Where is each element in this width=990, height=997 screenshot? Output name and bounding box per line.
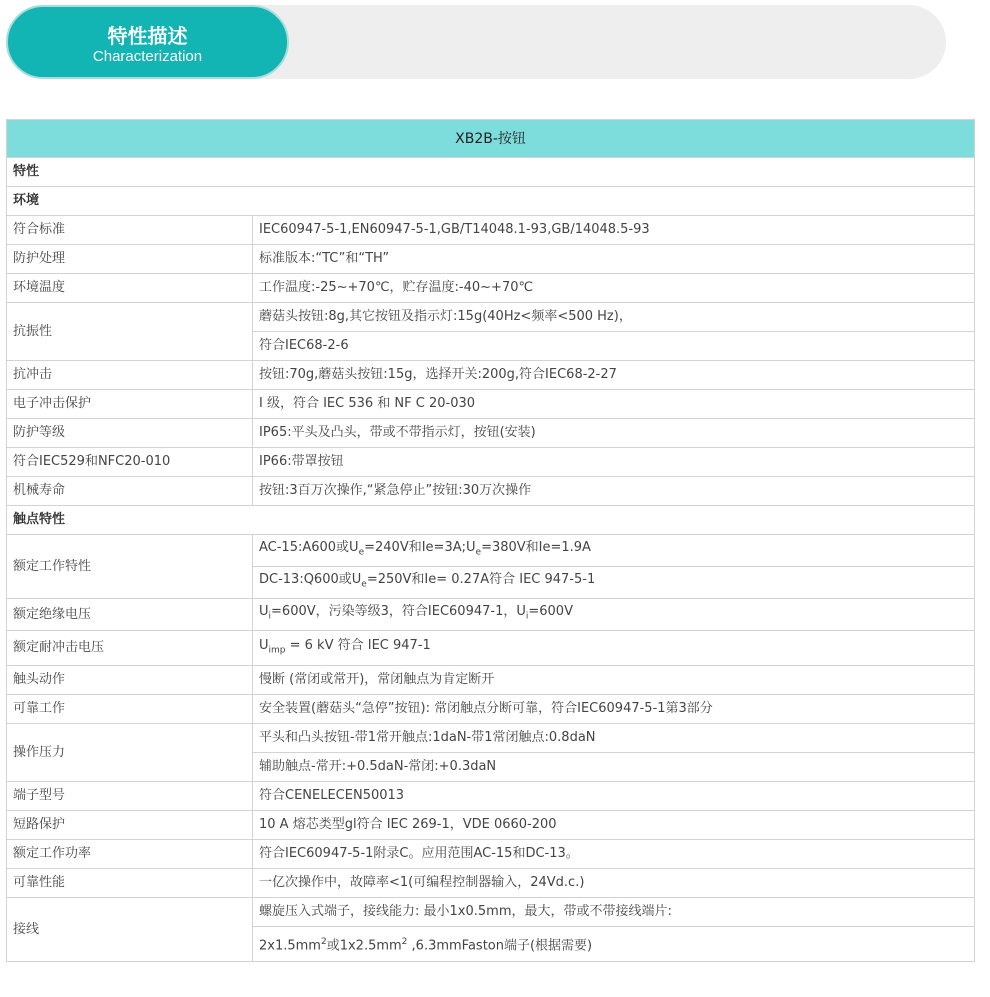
row-label: 短路保护 bbox=[7, 811, 253, 840]
section-label: 触点特性 bbox=[7, 506, 975, 535]
row-value: 蘑菇头按钮:8g,其它按钮及指示灯:15g(40Hz<频率<500 Hz)， bbox=[253, 303, 975, 332]
table-row bbox=[7, 695, 975, 724]
row-label: 触头动作 bbox=[7, 666, 253, 695]
row-value: 螺旋压入式端子，接线能力: 最小1x0.5mm，最大，带或不带接线端片: bbox=[253, 898, 975, 927]
section-label: 特性 bbox=[7, 158, 975, 187]
row-value: 一亿次操作中，故障率<1(可编程控制器输入，24Vd.c.) bbox=[253, 869, 975, 898]
row-label: 可靠工作 bbox=[7, 695, 253, 724]
row-value: 10 A 熔芯类型gl符合 IEC 269-1，VDE 0660-200 bbox=[253, 811, 975, 840]
table-row bbox=[7, 666, 975, 695]
table-title-row bbox=[7, 120, 975, 158]
row-label: 额定工作特性 bbox=[7, 535, 253, 599]
spec-table bbox=[6, 119, 975, 962]
section-row-features bbox=[7, 158, 975, 187]
row-label: 环境温度 bbox=[7, 274, 253, 303]
row-value: $U_{imp} = 6$ kV 符合 IEC 947-1 bbox=[253, 631, 975, 666]
row-label: 额定工作功率 bbox=[7, 840, 253, 869]
row-value: $U_i=600V$，污染等级3，符合IEC60947-1，$U_i=600V$ bbox=[253, 599, 975, 631]
row-label: 额定耐冲击电压 bbox=[7, 631, 253, 666]
row-value: 工作温度:-25~+70℃，贮存温度:-40~+70℃ bbox=[253, 274, 975, 303]
row-value: 平头和凸头按钮-带1常开触点:1daN-带1常闭触点:0.8daN bbox=[253, 724, 975, 753]
row-label: 操作压力 bbox=[7, 724, 253, 782]
row-label: 符合标准 bbox=[7, 216, 253, 245]
row-value: 符合IEC60947-5-1附录C。应用范围AC-15和DC-13。 bbox=[253, 840, 975, 869]
section-header-pill bbox=[6, 5, 289, 79]
table-row bbox=[7, 419, 975, 448]
row-value: 安全装置(蘑菇头“急停”按钮): 常闭触点分断可靠，符合IEC60947-5-1第3部分 bbox=[253, 695, 975, 724]
row-value-dc: DC-13:Q600或$U_e=250V$和Ie= 0.27A符合 IEC 947-5-1 bbox=[253, 567, 975, 599]
table-row bbox=[7, 303, 975, 332]
section-subtitle: Characterization bbox=[92, 48, 203, 65]
table-row bbox=[7, 448, 975, 477]
table-row bbox=[7, 782, 975, 811]
row-value: 慢断 (常闭或常开)，常闭触点为肯定断开 bbox=[253, 666, 975, 695]
row-label: 额定绝缘电压 bbox=[7, 599, 253, 631]
table-row bbox=[7, 811, 975, 840]
row-value: IP66:带罩按钮 bbox=[253, 448, 975, 477]
table-row bbox=[7, 840, 975, 869]
row-label: 抗振性 bbox=[7, 303, 253, 361]
row-label: 防护处理 bbox=[7, 245, 253, 274]
table-row bbox=[7, 724, 975, 753]
row-value: 按钮:3百万次操作,“紧急停止”按钮:30万次操作 bbox=[253, 477, 975, 506]
row-value: 符合IEC68-2-6 bbox=[253, 332, 975, 361]
row-label: 抗冲击 bbox=[7, 361, 253, 390]
row-value: IEC60947-5-1,EN60947-5-1,GB/T14048.1-93,GB/14048.5-93 bbox=[253, 216, 975, 245]
row-label: 电子冲击保护 bbox=[7, 390, 253, 419]
row-value: $2x1.5mm^2$或$1x2.5mm^2$ ,6.3mmFaston端子(根据需要) bbox=[253, 927, 975, 962]
row-value: 按钮:70g,蘑菇头按钮:15g，选择开关:200g,符合IEC68-2-27 bbox=[253, 361, 975, 390]
row-label: 端子型号 bbox=[7, 782, 253, 811]
row-label: 可靠性能 bbox=[7, 869, 253, 898]
row-value: 标准版本:“TC”和“TH” bbox=[253, 245, 975, 274]
section-row-contact bbox=[7, 506, 975, 535]
table-row bbox=[7, 898, 975, 927]
table-row bbox=[7, 390, 975, 419]
section-header-bar bbox=[6, 5, 946, 79]
row-value: IP65:平头及凸头，带或不带指示灯，按钮(安装) bbox=[253, 419, 975, 448]
row-value: 辅助触点-常开:+0.5daN-常闭:+0.3daN bbox=[253, 753, 975, 782]
table-row bbox=[7, 869, 975, 898]
table-row bbox=[7, 274, 975, 303]
section-label: 环境 bbox=[7, 187, 975, 216]
section-row-environment bbox=[7, 187, 975, 216]
table-row bbox=[7, 599, 975, 631]
table-row bbox=[7, 631, 975, 666]
row-value: I 级，符合 IEC 536 和 NF C 20-030 bbox=[253, 390, 975, 419]
section-title: 特性描述 bbox=[107, 24, 188, 48]
table-row bbox=[7, 477, 975, 506]
table-title: XB2B-按钮 bbox=[7, 120, 975, 158]
row-value-ac: AC-15:A600或$U_e=240V$和$Ie=3A;U_e=380V$和Ie=1.9A bbox=[253, 535, 975, 567]
row-label: 机械寿命 bbox=[7, 477, 253, 506]
row-label: 符合IEC529和NFC20-010 bbox=[7, 448, 253, 477]
row-label: 接线 bbox=[7, 898, 253, 962]
table-row bbox=[7, 535, 975, 567]
table-row bbox=[7, 216, 975, 245]
row-label: 防护等级 bbox=[7, 419, 253, 448]
table-row bbox=[7, 245, 975, 274]
table-row bbox=[7, 361, 975, 390]
row-value: 符合CENELECEN50013 bbox=[253, 782, 975, 811]
